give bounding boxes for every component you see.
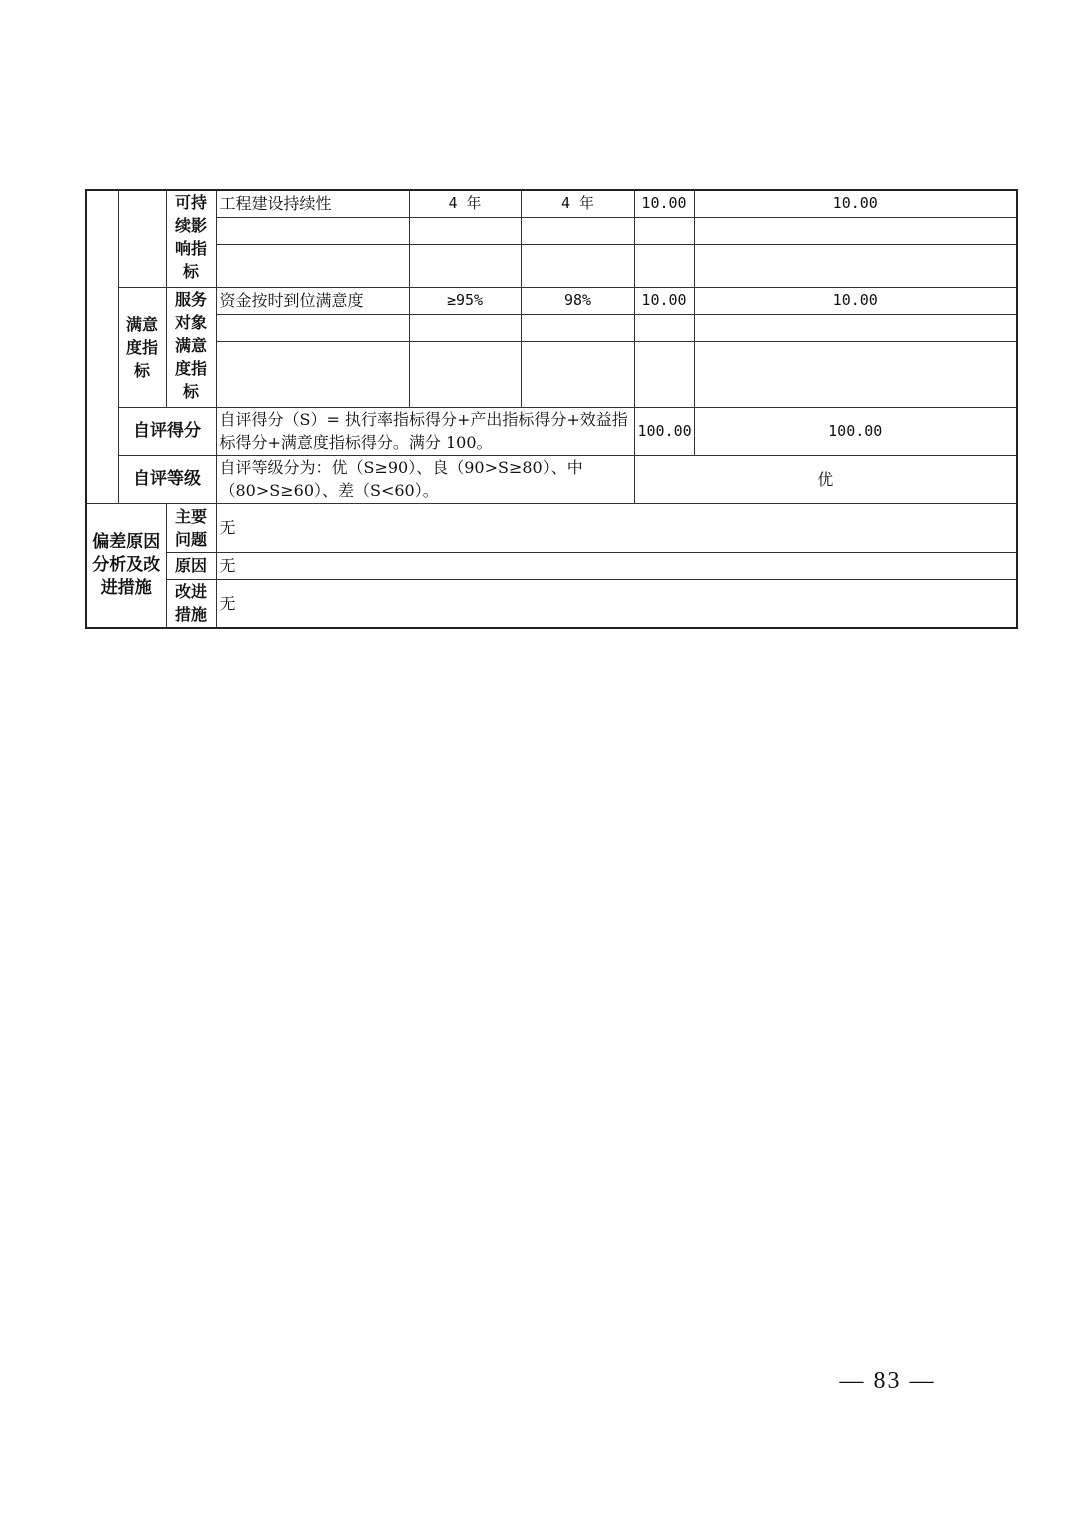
empty-cell (521, 244, 634, 287)
benefit-category-cell (118, 190, 166, 287)
self-score-label: 自评得分 (118, 407, 216, 455)
weight-value: 10.00 (634, 190, 694, 217)
empty-cell (634, 341, 694, 407)
empty-cell (409, 217, 521, 244)
table-row (86, 503, 1017, 552)
empty-cell (409, 314, 521, 341)
page-number: — 83 — (839, 1368, 936, 1394)
empty-cell (634, 244, 694, 287)
problems-label: 主要问题 (166, 503, 216, 552)
empty-cell (216, 341, 409, 407)
table-row (86, 455, 1017, 503)
empty-cell (409, 341, 521, 407)
score-value: 10.00 (694, 287, 1017, 314)
table-row (86, 579, 1017, 628)
satisfaction-group-label: 满意度指标 (118, 287, 166, 407)
empty-cell (694, 244, 1017, 287)
empty-cell (634, 314, 694, 341)
table-row (86, 287, 1017, 314)
score-value: 10.00 (694, 190, 1017, 217)
table-row (86, 552, 1017, 579)
self-score-formula: 自评得分（S）= 执行率指标得分+产出指标得分+效益指标得分+满意度指标得分。满分 100。 (216, 407, 634, 455)
table-row (86, 244, 1017, 287)
empty-cell (521, 314, 634, 341)
weight-value: 10.00 (634, 287, 694, 314)
problems-value: 无 (216, 503, 1017, 552)
indicator-name: 工程建设持续性 (216, 190, 409, 217)
target-value: 4 年 (409, 190, 521, 217)
table-row (86, 190, 1017, 217)
table-row (86, 314, 1017, 341)
self-grade-label: 自评等级 (118, 455, 216, 503)
empty-cell (216, 217, 409, 244)
empty-cell (634, 217, 694, 244)
empty-cell (216, 244, 409, 287)
actual-value: 4 年 (521, 190, 634, 217)
measures-label: 改进措施 (166, 579, 216, 628)
empty-cell (694, 314, 1017, 341)
indicator-name: 资金按时到位满意度 (216, 287, 409, 314)
self-score-weight: 100.00 (634, 407, 694, 455)
performance-evaluation-table (85, 189, 1018, 629)
self-grade-rule: 自评等级分为：优（S≥90）、良（90>S≥80）、中（80>S≥60）、差（S<60）。 (216, 455, 634, 503)
actual-value: 98% (521, 287, 634, 314)
table-row (86, 217, 1017, 244)
reason-value: 无 (216, 552, 1017, 579)
self-grade-value: 优 (634, 455, 1017, 503)
table-row (86, 341, 1017, 407)
self-score-value: 100.00 (694, 407, 1017, 455)
target-value: ≥95% (409, 287, 521, 314)
sustain-label: 可持续影响指标 (166, 190, 216, 287)
empty-cell (694, 217, 1017, 244)
empty-cell (216, 314, 409, 341)
empty-cell (409, 244, 521, 287)
empty-cell (694, 341, 1017, 407)
reason-label: 原因 (166, 552, 216, 579)
satisfaction-sub-label: 服务对象满意度指标 (166, 287, 216, 407)
empty-cell (521, 341, 634, 407)
table-row (86, 407, 1017, 455)
outer-category-cell (86, 190, 118, 503)
empty-cell (521, 217, 634, 244)
deviation-label: 偏差原因分析及改进措施 (86, 503, 166, 628)
measures-value: 无 (216, 579, 1017, 628)
